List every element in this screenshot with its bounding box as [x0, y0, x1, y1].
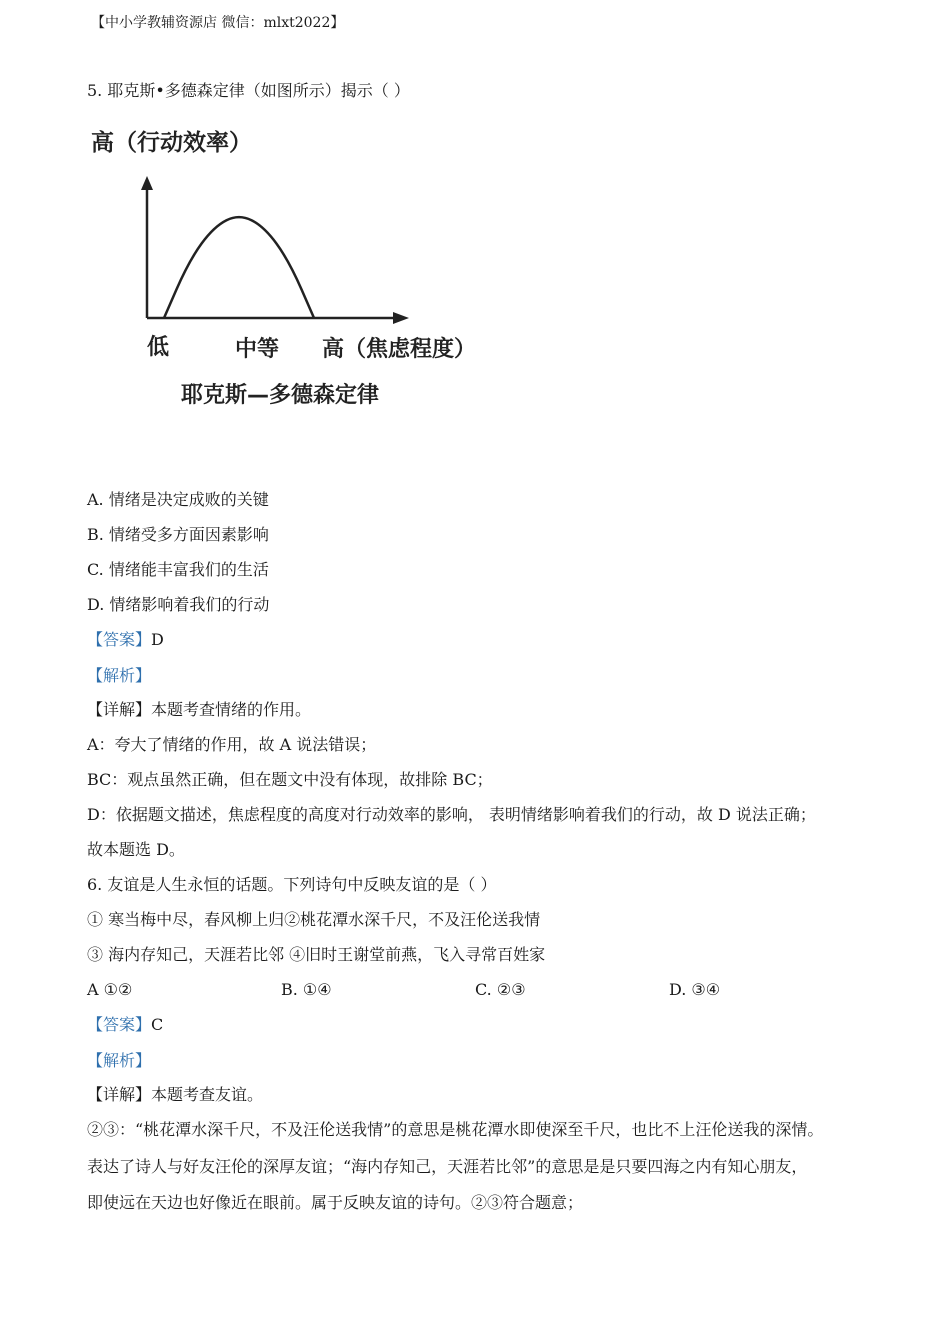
detail-text: 本题考查友谊。 — [151, 1085, 264, 1104]
q6-poem-line: ① 寒当梅中尽，春风柳上归②桃花潭水深千尺，不及汪伦送我情 — [87, 910, 541, 929]
q5-analysis-tag: 【解析】 — [87, 666, 152, 685]
answer-tag: 【答案】 — [87, 1015, 152, 1034]
q6-option-a[interactable]: A ①② — [87, 980, 133, 999]
answer-value: C — [151, 1015, 164, 1034]
q5-detail — [87, 700, 311, 720]
q5-answer — [87, 630, 164, 650]
q6-detail-line: 即使远在天边也好像近在眼前。属于反映友谊的诗句。②③符合题意； — [87, 1193, 584, 1212]
x-tick-medium: 中等 — [235, 337, 280, 362]
x-tick-high: 高（焦虑程度） — [322, 337, 477, 362]
y-axis-arrow — [141, 176, 153, 190]
q5-stem: 5. 耶克斯•多德森定律（如图所示）揭示（ ） — [87, 81, 410, 100]
q6-answer — [87, 1015, 163, 1035]
detail-tag: 【详解】 — [87, 1085, 152, 1104]
chart-title: 耶克斯—多德森定律 — [181, 383, 380, 408]
q5-detail-line: 故本题选 D。 — [87, 840, 185, 859]
answer-value: D — [151, 630, 164, 649]
detail-tag: 【详解】 — [87, 700, 152, 719]
q6-detail-line: ②③：“桃花潭水深千尺，不及汪伦送我情”的意思是桃花潭水即使深至千尺，也比不上汪伦送我的深情。 — [87, 1120, 824, 1139]
q5-detail-line: BC：观点虽然正确，但在题文中没有体现，故排除 BC； — [87, 770, 493, 789]
detail-text: 本题考查情绪的作用。 — [151, 700, 312, 719]
q6-stem: 6. 友谊是人生永恒的话题。下列诗句中反映友谊的是（ ） — [87, 875, 497, 894]
q5-option-a[interactable]: A. 情绪是决定成败的关键 — [87, 490, 269, 509]
q6-option-c[interactable]: C. ②③ — [475, 980, 526, 999]
x-tick-low: 低 — [147, 335, 170, 360]
chart-y-label: 高（行动效率） — [91, 130, 252, 156]
x-axis-arrow — [393, 312, 409, 324]
page-header: 【中小学教辅资源店 微信：mlxt2022】 — [91, 15, 345, 31]
q6-poem-line: ③ 海内存知己，天涯若比邻 ④旧时王谢堂前燕，飞入寻常百姓家 — [87, 945, 546, 964]
q5-detail-line: A：夸大了情绪的作用，故 A 说法错误； — [87, 735, 377, 754]
q6-analysis-tag: 【解析】 — [87, 1051, 152, 1070]
answer-tag: 【答案】 — [87, 630, 152, 649]
q6-detail — [87, 1085, 263, 1105]
performance-curve — [164, 217, 314, 318]
yerkes-dodson-chart — [87, 118, 517, 418]
q5-detail-line: D：依据题文描述，焦虑程度的高度对行动效率的影响， 表明情绪影响着我们的行动，故 D 说法正确； — [87, 805, 816, 824]
q5-option-d[interactable]: D. 情绪影响着我们的行动 — [87, 595, 270, 614]
q6-detail-line: 表达了诗人与好友汪伦的深厚友谊；“海内存知己，天涯若比邻”的意思是是只要四海之内有知心朋友， — [87, 1157, 808, 1176]
q5-option-b[interactable]: B. 情绪受多方面因素影响 — [87, 525, 269, 544]
q6-option-b[interactable]: B. ①④ — [281, 980, 332, 999]
q5-option-c[interactable]: C. 情绪能丰富我们的生活 — [87, 560, 269, 579]
q6-option-d[interactable]: D. ③④ — [669, 980, 721, 999]
